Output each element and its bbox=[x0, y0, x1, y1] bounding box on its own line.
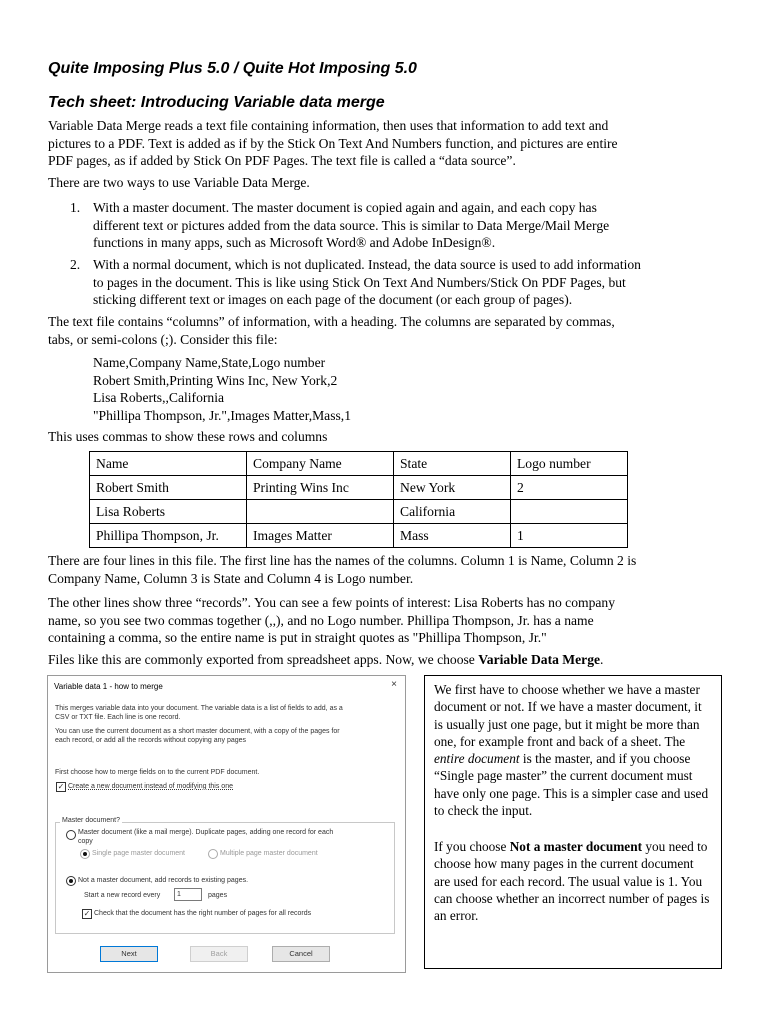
check-pages-label[interactable]: Check that the document has the right number of pages for all records bbox=[94, 910, 312, 917]
list-item bbox=[70, 199, 730, 252]
dialog-text-line: each record, or add all the records without copying any pages bbox=[55, 736, 247, 744]
create-new-document-label[interactable]: Create a new document instead of modifying this one bbox=[68, 783, 233, 790]
master-document-group-label: Master document? bbox=[62, 817, 120, 824]
list-line: functions in many apps, such as Microsoft Word® and Adobe InDesign®. bbox=[93, 235, 496, 250]
list-line: With a master document. The master document is copied again and again, and each copy has bbox=[93, 200, 597, 215]
table-cell: 2 bbox=[511, 476, 628, 500]
back-button[interactable]: Back bbox=[190, 946, 248, 962]
table-cell: California bbox=[394, 500, 511, 524]
dialog-text-line: CSV or TXT file. Each line is one record. bbox=[55, 713, 181, 721]
explanation-box bbox=[424, 675, 722, 969]
file-line: "Phillipa Thompson, Jr.",Images Matter,Mass,1 bbox=[93, 407, 351, 423]
table-row bbox=[90, 524, 628, 548]
list-item bbox=[70, 256, 730, 309]
table-cell bbox=[511, 500, 628, 524]
uses-commas-text: This uses commas to show these rows and columns bbox=[48, 429, 328, 444]
file-line: Robert Smith,Printing Wins Inc, New York,2 bbox=[93, 372, 338, 388]
dialog-text-line: This merges variable data into your document. The variable data is a list of fields to add, as a bbox=[55, 705, 343, 712]
explanation-paragraph bbox=[434, 838, 711, 924]
columns-line: The text file contains “columns” of information, with a heading. The columns are separated by commas, bbox=[48, 314, 615, 329]
paragraph-line: containing a comma, so the entire name is put in straight quotes as "Phillipa Thompson, Jr." bbox=[48, 630, 547, 645]
multiple-page-master-radio[interactable] bbox=[208, 849, 218, 859]
table-row bbox=[90, 500, 628, 524]
list-line: to pages in the document. This is like using Stick On Text And Numbers/Stick On PDF Pages, but bbox=[93, 274, 626, 290]
paragraph-line: Company Name, Column 3 is State and Column 4 is Logo number. bbox=[48, 570, 414, 586]
first-choose-text: First choose how to merge fields on to the current PDF document. bbox=[55, 769, 260, 776]
files-like-end: . bbox=[600, 652, 604, 667]
list-line: sticking different text or images on each page of the document (or each group of pages). bbox=[93, 292, 573, 307]
table-cell: Mass bbox=[394, 524, 511, 548]
table-cell: Logo number bbox=[511, 452, 628, 476]
dialog-text-line: Master document (like a mail merge). Duplicate pages, adding one record for each bbox=[78, 829, 334, 836]
table-cell: State bbox=[394, 452, 511, 476]
paragraph-line: name, so you see two commas together (,,), and no Logo number. Phillipa Thompson, Jr. has a name bbox=[48, 612, 594, 628]
not-master-document-radio[interactable] bbox=[66, 876, 76, 886]
paragraph-line: The other lines show three “records”. You can see a few points of interest: Lisa Roberts has no company bbox=[48, 595, 616, 610]
file-line: Name,Company Name,State,Logo number bbox=[93, 355, 326, 370]
records-paragraph bbox=[48, 594, 728, 647]
dialog-text-line: You can use the current document as a short master document, with a copy of the pages for bbox=[55, 728, 340, 735]
file-example bbox=[93, 354, 351, 424]
explanation-text: If you choose bbox=[434, 839, 510, 854]
dialog-text-line: copy bbox=[78, 837, 93, 845]
intro-line: Variable Data Merge reads a text file containing information, then uses that information to add text and bbox=[48, 118, 609, 133]
variable-data-dialog bbox=[47, 675, 406, 973]
table-cell: Phillipa Thompson, Jr. bbox=[90, 524, 247, 548]
table-row bbox=[90, 476, 628, 500]
check-pages-checkbox[interactable]: ✓ bbox=[83, 909, 91, 918]
explanation-paragraph bbox=[434, 681, 711, 819]
explanation-text: is the master, and if you choose “Single page master” the current document must have only one page. This is a simpler case and used to check the input. bbox=[434, 751, 709, 819]
entire-document-emphasis: entire document bbox=[434, 751, 520, 767]
four-lines-paragraph bbox=[48, 552, 728, 587]
list-number: 2. bbox=[70, 257, 81, 272]
table-cell: Lisa Roberts bbox=[90, 500, 247, 524]
table-cell: New York bbox=[394, 476, 511, 500]
pages-per-record-input[interactable]: 1 bbox=[174, 888, 202, 901]
multiple-page-master-label: Multiple page master document bbox=[220, 850, 318, 857]
master-document-label[interactable] bbox=[78, 829, 388, 846]
start-new-record-label: Start a new record every bbox=[84, 892, 161, 899]
columns-line: tabs, or semi-colons (;). Consider this file: bbox=[48, 331, 278, 347]
two-ways-paragraph: There are two ways to use Variable Data Merge. bbox=[48, 175, 310, 190]
files-like-text: Files like this are commonly exported from spreadsheet apps. Now, we choose bbox=[48, 652, 479, 667]
dialog-intro-1 bbox=[55, 705, 390, 722]
table-cell bbox=[247, 500, 394, 524]
cancel-button[interactable]: Cancel bbox=[272, 946, 330, 962]
table-cell: 1 bbox=[511, 524, 628, 548]
table-cell: Company Name bbox=[247, 452, 394, 476]
explanation-text: you need to choose how many pages in the current document are used for each record. The usual value is 1. You can choose whether an incorrect number of pages is an error. bbox=[434, 839, 710, 924]
data-table bbox=[89, 451, 628, 548]
master-document-radio[interactable] bbox=[66, 830, 76, 840]
table-cell: Robert Smith bbox=[90, 476, 247, 500]
create-new-document-checkbox[interactable]: ✓ bbox=[57, 782, 65, 791]
list-number: 1. bbox=[70, 200, 81, 215]
list-line: With a normal document, which is not duplicated. Instead, the data source is used to add information bbox=[93, 257, 641, 272]
pages-label: pages bbox=[208, 892, 228, 899]
explanation-text: We first have to choose whether we have a master document or not. If we have a master document, it is usually just one page, but it might be more than one, for example front and back of a sheet. The bbox=[434, 682, 702, 749]
dialog-intro-2 bbox=[55, 728, 390, 745]
intro-paragraph bbox=[48, 117, 728, 170]
document-subtitle: Tech sheet: Introducing Variable data merge bbox=[48, 94, 385, 111]
file-line: Lisa Roberts,,California bbox=[93, 390, 224, 405]
dialog-title: Variable data 1 - how to merge bbox=[54, 682, 163, 691]
table-cell: Printing Wins Inc bbox=[247, 476, 394, 500]
variable-data-merge-term: Variable Data Merge bbox=[478, 652, 601, 667]
single-page-master-label: Single page master document bbox=[92, 850, 185, 857]
table-row bbox=[90, 452, 628, 476]
list-line: different text or pictures added from the data source. This is similar to Data Merge/Mail Merge bbox=[93, 217, 610, 233]
document-title: Quite Imposing Plus 5.0 / Quite Hot Imposing 5.0 bbox=[48, 60, 417, 77]
columns-paragraph bbox=[48, 313, 728, 348]
intro-line: pictures to a PDF. Text is added as if by the Stick On Text And Numbers function, and pictures are entire bbox=[48, 135, 618, 151]
not-master-term: Not a master document bbox=[509, 839, 643, 854]
table-cell: Images Matter bbox=[247, 524, 394, 548]
table-cell: Name bbox=[90, 452, 247, 476]
files-like-paragraph bbox=[48, 651, 728, 669]
close-icon[interactable]: × bbox=[391, 679, 397, 690]
intro-line: PDF pages, as if added by Stick On PDF Pages. The text file is called a “data source”. bbox=[48, 153, 516, 168]
next-button[interactable]: Next bbox=[100, 946, 158, 962]
single-page-master-radio[interactable] bbox=[80, 849, 90, 859]
not-master-document-label[interactable]: Not a master document, add records to existing pages. bbox=[78, 877, 249, 884]
paragraph-line: There are four lines in this file. The first line has the names of the columns. Column 1 is Name, Column 2 is bbox=[48, 553, 637, 568]
